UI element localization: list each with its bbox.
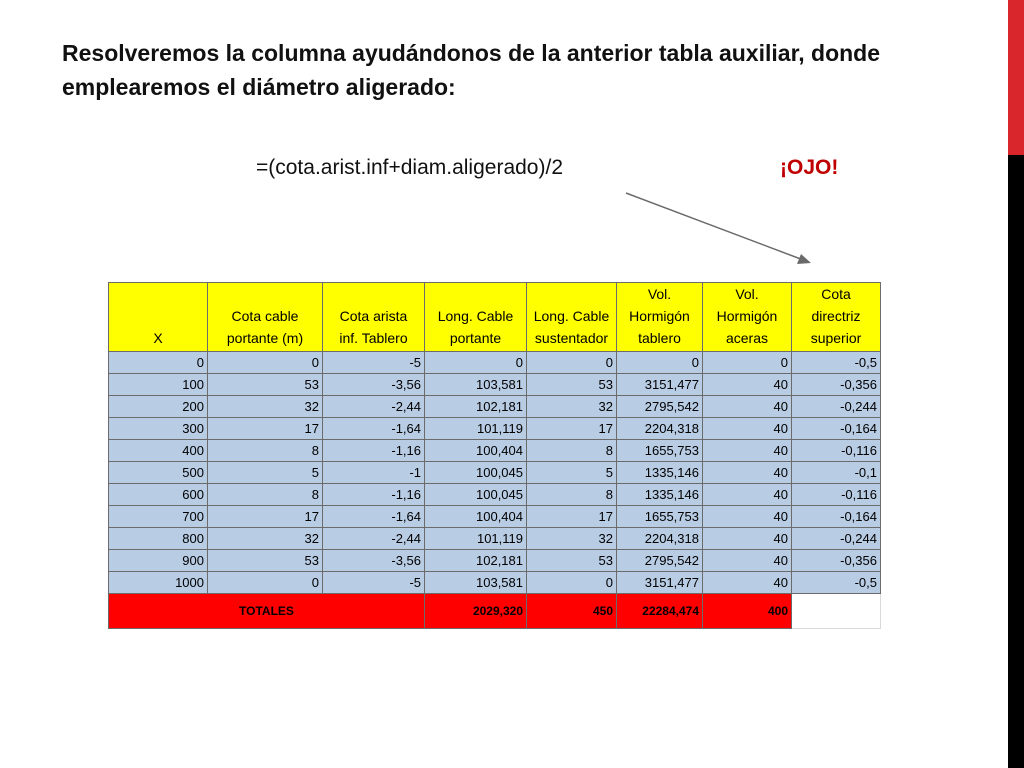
column-header-line: Vol. <box>735 286 759 302</box>
table-row <box>109 506 881 528</box>
table-cell: 103,581 <box>425 572 527 594</box>
table-cell: -1,16 <box>323 440 425 462</box>
data-table-container <box>108 282 881 629</box>
column-header <box>703 283 792 352</box>
table-cell: 101,119 <box>425 528 527 550</box>
table-cell: 32 <box>208 528 323 550</box>
table-cell: -1,64 <box>323 418 425 440</box>
table-cell: 1335,146 <box>617 484 703 506</box>
table-cell: 40 <box>703 374 792 396</box>
totals-row <box>109 594 881 629</box>
table-cell: -3,56 <box>323 374 425 396</box>
table-cell: 17 <box>208 506 323 528</box>
table-cell: 900 <box>109 550 208 572</box>
table-cell: -0,356 <box>792 550 881 572</box>
table-cell: -5 <box>323 352 425 374</box>
column-header-line: Long. Cable <box>437 308 514 324</box>
table-row <box>109 550 881 572</box>
table-cell: 2795,542 <box>617 550 703 572</box>
table-cell: 32 <box>527 528 617 550</box>
table-cell: -0,164 <box>792 506 881 528</box>
table-cell: 40 <box>703 550 792 572</box>
table-cell: 700 <box>109 506 208 528</box>
table-cell: 53 <box>208 374 323 396</box>
table-cell: 0 <box>527 572 617 594</box>
table-cell: 0 <box>703 352 792 374</box>
column-header-line: aceras <box>725 330 769 346</box>
table-cell: 200 <box>109 396 208 418</box>
table-cell: 40 <box>703 528 792 550</box>
table-cell: 53 <box>208 550 323 572</box>
table-row <box>109 484 881 506</box>
column-header-line: sustentador <box>534 330 609 346</box>
table-cell: 1000 <box>109 572 208 594</box>
table-cell: 40 <box>703 572 792 594</box>
column-header-line: Hormigón <box>629 308 690 324</box>
table-cell: -2,44 <box>323 396 425 418</box>
table-cell: 5 <box>527 462 617 484</box>
table-cell: 8 <box>527 484 617 506</box>
table-cell: 53 <box>527 550 617 572</box>
table-cell: 102,181 <box>425 550 527 572</box>
warning-text: ¡OJO! <box>780 156 839 179</box>
edge-accent-red <box>1008 0 1024 155</box>
column-header-line: Cota <box>821 286 851 302</box>
table-cell: 5 <box>208 462 323 484</box>
table-cell: -0,116 <box>792 484 881 506</box>
table-cell: 40 <box>703 484 792 506</box>
table-cell: -0,244 <box>792 396 881 418</box>
table-row <box>109 462 881 484</box>
table-cell: 101,119 <box>425 418 527 440</box>
table-cell: 2204,318 <box>617 418 703 440</box>
table-cell: -0,356 <box>792 374 881 396</box>
table-cell: -5 <box>323 572 425 594</box>
table-cell: -1 <box>323 462 425 484</box>
table-cell: -1,64 <box>323 506 425 528</box>
table-row <box>109 418 881 440</box>
column-header-line: directriz <box>811 308 861 324</box>
table-cell: 1335,146 <box>617 462 703 484</box>
column-header-line: superior <box>810 330 862 346</box>
table-cell: -0,244 <box>792 528 881 550</box>
formula-text: =(cota.arist.inf+diam.aligerado)/2 <box>256 156 563 179</box>
column-header-line: portante <box>449 330 502 346</box>
table-row <box>109 352 881 374</box>
table-cell: 8 <box>208 440 323 462</box>
table-cell: -0,116 <box>792 440 881 462</box>
table-cell: 17 <box>527 506 617 528</box>
table-cell: 0 <box>208 352 323 374</box>
slide-heading: Resolveremos la columna ayudándonos de la anterior tabla auxiliar, donde emplearemos el diámetro aligerado: <box>62 40 881 100</box>
table-header-row <box>109 283 881 352</box>
totals-empty-cell <box>792 594 881 629</box>
total-long-cable-sustentador: 450 <box>527 594 617 629</box>
table-row <box>109 440 881 462</box>
column-header-line: portante (m) <box>226 330 304 346</box>
edge-accent-black <box>1008 155 1024 768</box>
table-row <box>109 528 881 550</box>
table-cell: 2204,318 <box>617 528 703 550</box>
table-cell: 53 <box>527 374 617 396</box>
column-header-line: Hormigón <box>716 308 778 324</box>
table-cell: 0 <box>208 572 323 594</box>
table-body <box>109 352 881 594</box>
table-cell: 40 <box>703 462 792 484</box>
table-cell: -0,1 <box>792 462 881 484</box>
table-cell: 300 <box>109 418 208 440</box>
column-header <box>323 283 425 352</box>
table-cell: 0 <box>425 352 527 374</box>
table-row <box>109 374 881 396</box>
table-cell: 102,181 <box>425 396 527 418</box>
table-cell: 40 <box>703 396 792 418</box>
table-cell: -0,5 <box>792 352 881 374</box>
table-cell: 32 <box>208 396 323 418</box>
table-cell: 100,045 <box>425 462 527 484</box>
table-cell: 103,581 <box>425 374 527 396</box>
table-cell: 500 <box>109 462 208 484</box>
table-cell: 3151,477 <box>617 374 703 396</box>
column-header-line: Vol. <box>647 286 672 302</box>
table-row <box>109 572 881 594</box>
table-cell: 40 <box>703 506 792 528</box>
table-cell: 3151,477 <box>617 572 703 594</box>
column-header-line: Cota arista <box>339 308 408 324</box>
column-header <box>617 283 703 352</box>
column-header-line: X <box>153 330 163 346</box>
column-header <box>425 283 527 352</box>
column-header <box>109 283 208 352</box>
table-cell: -0,5 <box>792 572 881 594</box>
table-cell: 40 <box>703 440 792 462</box>
table-cell: 17 <box>527 418 617 440</box>
table-cell: -2,44 <box>323 528 425 550</box>
table-cell: 2795,542 <box>617 396 703 418</box>
table-cell: 600 <box>109 484 208 506</box>
column-header <box>527 283 617 352</box>
table-row <box>109 396 881 418</box>
table-cell: 0 <box>109 352 208 374</box>
column-header-line: tablero <box>638 330 681 346</box>
table-cell: 40 <box>703 418 792 440</box>
table-cell: -3,56 <box>323 550 425 572</box>
total-long-cable-portante: 2029,320 <box>425 594 527 629</box>
table-cell: -1,16 <box>323 484 425 506</box>
table-cell: 400 <box>109 440 208 462</box>
table-cell: 0 <box>617 352 703 374</box>
table-cell: 8 <box>208 484 323 506</box>
table-cell: 100,045 <box>425 484 527 506</box>
table-cell: 1655,753 <box>617 440 703 462</box>
column-header-line: inf. Tablero <box>339 330 408 346</box>
totals-label: TOTALES <box>109 594 425 629</box>
table-cell: 8 <box>527 440 617 462</box>
table-cell: 32 <box>527 396 617 418</box>
table-cell: 1655,753 <box>617 506 703 528</box>
table-cell: 100,404 <box>425 506 527 528</box>
table-cell: 0 <box>527 352 617 374</box>
column-header-line: Long. Cable <box>533 308 610 324</box>
table-cell: 100 <box>109 374 208 396</box>
table-cell: 17 <box>208 418 323 440</box>
total-vol-hormigon-aceras: 400 <box>703 594 792 629</box>
table-cell: -0,164 <box>792 418 881 440</box>
table-cell: 800 <box>109 528 208 550</box>
column-header <box>792 283 881 352</box>
table-cell: 100,404 <box>425 440 527 462</box>
data-table <box>108 282 881 629</box>
column-header-line: Cota cable <box>231 308 299 324</box>
total-vol-hormigon-tablero: 22284,474 <box>617 594 703 629</box>
column-header <box>208 283 323 352</box>
